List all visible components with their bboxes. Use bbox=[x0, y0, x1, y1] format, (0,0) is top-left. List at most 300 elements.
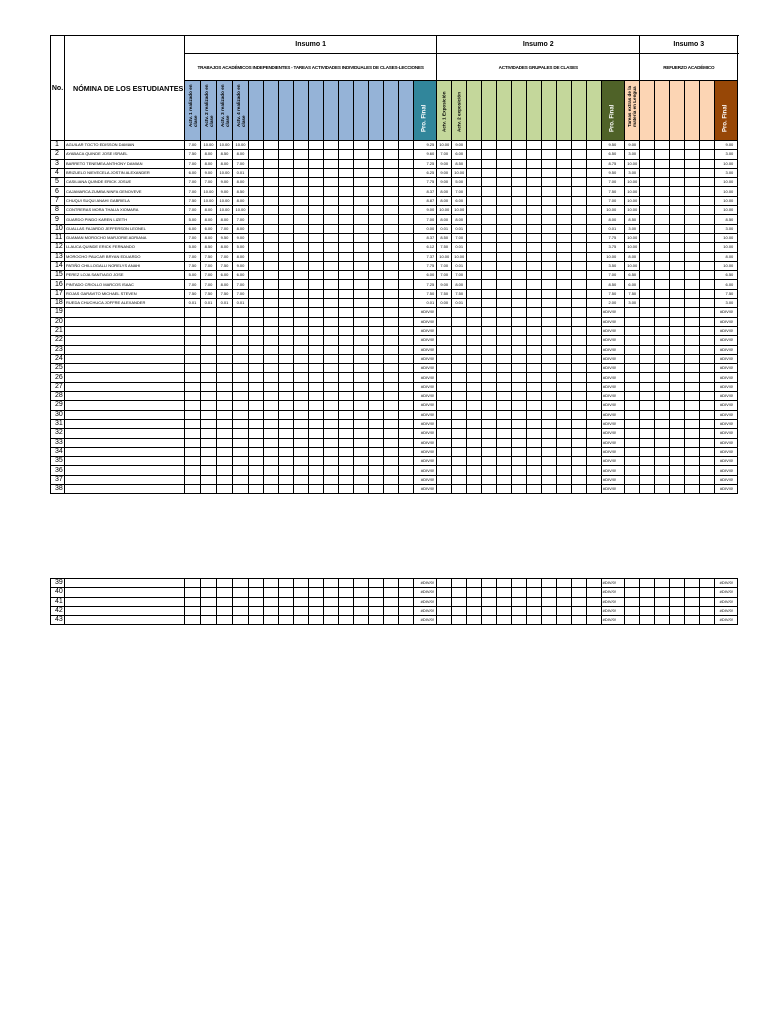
empty-cell bbox=[557, 429, 572, 438]
empty-cell bbox=[217, 354, 233, 363]
empty-cell bbox=[384, 466, 399, 475]
empty-cell bbox=[640, 382, 655, 391]
empty-cell bbox=[685, 382, 700, 391]
empty-cell bbox=[482, 345, 497, 354]
empty-cell bbox=[467, 616, 482, 625]
empty-cell bbox=[512, 243, 527, 252]
empty-cell bbox=[655, 588, 670, 597]
prom-final-2: 8.75 bbox=[602, 159, 625, 168]
empty-cell bbox=[369, 233, 384, 242]
empty-cell bbox=[527, 243, 542, 252]
empty-cell bbox=[572, 168, 587, 177]
empty-cell bbox=[309, 354, 324, 363]
student-name bbox=[65, 606, 185, 615]
empty-cell bbox=[685, 336, 700, 345]
prom-final-3-header: Pro. Final bbox=[715, 81, 738, 141]
refuerzo-grade: 3.00 bbox=[625, 299, 640, 308]
empty-cell bbox=[249, 187, 264, 196]
empty-cell bbox=[587, 475, 602, 484]
empty-cell bbox=[185, 373, 201, 382]
empty-cell bbox=[467, 447, 482, 456]
empty-cell bbox=[294, 252, 309, 261]
empty-cell bbox=[685, 187, 700, 196]
empty-cell bbox=[294, 141, 309, 150]
empty-cell bbox=[339, 588, 354, 597]
empty-cell bbox=[452, 429, 467, 438]
act2-grade: 10.00 bbox=[201, 141, 217, 150]
empty-cell bbox=[482, 150, 497, 159]
empty-cell bbox=[384, 606, 399, 615]
empty-cell bbox=[339, 579, 354, 588]
empty-cell bbox=[324, 299, 339, 308]
row-number: 23 bbox=[51, 345, 65, 354]
row-number: 9 bbox=[51, 215, 65, 224]
row-number: 5 bbox=[51, 178, 65, 187]
empty-cell bbox=[467, 579, 482, 588]
empty-cell bbox=[294, 215, 309, 224]
empty-cell bbox=[294, 410, 309, 419]
empty-cell bbox=[264, 261, 279, 270]
prom-final-2: #DIV/0! bbox=[602, 438, 625, 447]
empty-cell bbox=[497, 243, 512, 252]
empty-cell bbox=[587, 150, 602, 159]
prom-final-3: #DIV/0! bbox=[715, 447, 738, 456]
empty-cell bbox=[279, 588, 294, 597]
empty-cell bbox=[512, 457, 527, 466]
table-row bbox=[51, 299, 738, 308]
empty-cell bbox=[467, 187, 482, 196]
empty-cell bbox=[670, 243, 685, 252]
empty-cell bbox=[437, 308, 452, 317]
empty-cell bbox=[572, 373, 587, 382]
empty-cell bbox=[700, 233, 715, 242]
empty-cell bbox=[512, 289, 527, 298]
empty-cell bbox=[354, 373, 369, 382]
empty-cell bbox=[557, 579, 572, 588]
empty-cell bbox=[467, 159, 482, 168]
empty-cell bbox=[467, 466, 482, 475]
row-number: 18 bbox=[51, 299, 65, 308]
empty-cell bbox=[324, 475, 339, 484]
empty-cell bbox=[482, 317, 497, 326]
empty-cell bbox=[339, 345, 354, 354]
table-row bbox=[51, 150, 738, 159]
empty-cell bbox=[369, 168, 384, 177]
empty-cell bbox=[655, 579, 670, 588]
empty-cell bbox=[354, 401, 369, 410]
empty-cell bbox=[369, 466, 384, 475]
empty-cell bbox=[217, 326, 233, 335]
table-row bbox=[51, 597, 738, 606]
empty-cell bbox=[354, 271, 369, 280]
empty-cell bbox=[527, 354, 542, 363]
refuerzo-grade: 3.00 bbox=[625, 150, 640, 159]
student-name: MOROCHO PAUCAR BRYAN EDUARDO bbox=[65, 252, 185, 261]
empty-cell bbox=[324, 261, 339, 270]
empty-cell bbox=[670, 326, 685, 335]
empty-cell bbox=[482, 588, 497, 597]
prom-final-1: 9.60 bbox=[414, 150, 437, 159]
empty-cell bbox=[384, 419, 399, 428]
empty-cell bbox=[384, 364, 399, 373]
empty-cell bbox=[512, 317, 527, 326]
empty-cell bbox=[324, 168, 339, 177]
act2-grade: 10.00 bbox=[201, 196, 217, 205]
empty-cell bbox=[685, 308, 700, 317]
empty-cell bbox=[437, 410, 452, 419]
empty-cell bbox=[467, 429, 482, 438]
empty-cell bbox=[467, 364, 482, 373]
refuerzo-grade: 10.00 bbox=[625, 233, 640, 242]
act2-grade: 8.00 bbox=[201, 150, 217, 159]
empty-cell bbox=[587, 252, 602, 261]
table-row bbox=[51, 196, 738, 205]
empty-cell bbox=[309, 261, 324, 270]
empty-cell bbox=[625, 588, 640, 597]
empty-cell bbox=[399, 326, 414, 335]
prom-final-3: #DIV/0! bbox=[715, 429, 738, 438]
empty-cell bbox=[185, 345, 201, 354]
empty-cell bbox=[572, 150, 587, 159]
empty-cell bbox=[264, 392, 279, 401]
empty-cell bbox=[542, 419, 557, 428]
prom-final-2: #DIV/0! bbox=[602, 616, 625, 625]
empty-cell bbox=[467, 233, 482, 242]
act4-grade: 6.00 bbox=[233, 271, 249, 280]
empty-cell bbox=[625, 345, 640, 354]
empty-cell bbox=[542, 196, 557, 205]
empty-cell bbox=[497, 206, 512, 215]
empty-cell bbox=[527, 271, 542, 280]
empty-cell bbox=[217, 336, 233, 345]
empty-cell bbox=[309, 326, 324, 335]
empty-cell bbox=[233, 466, 249, 475]
exp1-grade: 7.00 bbox=[437, 271, 452, 280]
empty-cell bbox=[354, 326, 369, 335]
empty-cell bbox=[670, 261, 685, 270]
empty-cell bbox=[512, 466, 527, 475]
empty-cell bbox=[233, 438, 249, 447]
empty-cell bbox=[670, 168, 685, 177]
empty-cell bbox=[557, 364, 572, 373]
table-row bbox=[51, 364, 738, 373]
empty-cell bbox=[625, 392, 640, 401]
grades-table-continued bbox=[50, 578, 738, 625]
refuerzo-grade: 10.00 bbox=[625, 178, 640, 187]
empty-cell bbox=[354, 141, 369, 150]
empty-cell bbox=[572, 206, 587, 215]
exp2-grade: 8.00 bbox=[452, 280, 467, 289]
act2-grade: 7.50 bbox=[201, 289, 217, 298]
empty-cell bbox=[384, 392, 399, 401]
exp1-grade: 0.00 bbox=[437, 299, 452, 308]
empty-cell bbox=[655, 178, 670, 187]
empty-cell bbox=[527, 429, 542, 438]
empty-cell bbox=[264, 215, 279, 224]
empty-cell bbox=[384, 206, 399, 215]
act3-grade: 6.00 bbox=[217, 271, 233, 280]
empty-cell bbox=[655, 597, 670, 606]
prom-final-3: 10.00 bbox=[715, 178, 738, 187]
prom-final-2: 9.50 bbox=[602, 168, 625, 177]
empty-cell bbox=[572, 410, 587, 419]
exp2-grade: 10.00 bbox=[452, 206, 467, 215]
prom-final-2: 7.00 bbox=[602, 271, 625, 280]
empty-cell bbox=[640, 419, 655, 428]
empty-cell bbox=[685, 168, 700, 177]
empty-cell bbox=[497, 261, 512, 270]
empty-cell bbox=[482, 206, 497, 215]
act3-grade: 8.00 bbox=[217, 280, 233, 289]
empty-cell bbox=[685, 419, 700, 428]
prom-final-1: 7.25 bbox=[414, 159, 437, 168]
empty-cell bbox=[294, 419, 309, 428]
empty-cell bbox=[640, 206, 655, 215]
empty-cell bbox=[542, 466, 557, 475]
prom-final-2: 3.50 bbox=[602, 261, 625, 270]
empty-cell bbox=[512, 141, 527, 150]
grades-table bbox=[50, 35, 738, 494]
act1-grade: 5.00 bbox=[185, 271, 201, 280]
empty-cell bbox=[185, 429, 201, 438]
empty-cell bbox=[467, 438, 482, 447]
empty-cell bbox=[587, 261, 602, 270]
row-number: 32 bbox=[51, 429, 65, 438]
empty-cell bbox=[482, 308, 497, 317]
empty-cell bbox=[527, 438, 542, 447]
empty-cell bbox=[324, 345, 339, 354]
empty-cell bbox=[512, 606, 527, 615]
row-number: 17 bbox=[51, 289, 65, 298]
empty-cell bbox=[497, 588, 512, 597]
empty-cell bbox=[437, 606, 452, 615]
empty-cell bbox=[264, 597, 279, 606]
table-row bbox=[51, 447, 738, 456]
empty-cell bbox=[369, 141, 384, 150]
empty-cell bbox=[201, 419, 217, 428]
empty-cell bbox=[542, 364, 557, 373]
empty-cell bbox=[542, 597, 557, 606]
empty-cell bbox=[217, 373, 233, 382]
exp1-grade: 7.00 bbox=[437, 261, 452, 270]
empty-cell bbox=[587, 224, 602, 233]
prom-final-2: 7.00 bbox=[602, 178, 625, 187]
empty-cell bbox=[279, 392, 294, 401]
empty-cell bbox=[700, 308, 715, 317]
prom-final-1: 7.37 bbox=[414, 252, 437, 261]
act4-grade: 0.01 bbox=[233, 168, 249, 177]
act1-grade: 7.00 bbox=[185, 233, 201, 242]
empty-cell bbox=[339, 187, 354, 196]
empty-cell bbox=[452, 466, 467, 475]
empty-cell bbox=[309, 159, 324, 168]
empty-cell bbox=[294, 159, 309, 168]
empty-cell bbox=[339, 141, 354, 150]
empty-cell bbox=[527, 475, 542, 484]
empty-cell bbox=[587, 317, 602, 326]
empty-cell bbox=[384, 616, 399, 625]
refuerzo-grade: 10.00 bbox=[625, 187, 640, 196]
empty-cell bbox=[249, 616, 264, 625]
student-name: GUALLAS FAJARDO JEFFERSON LEONEL bbox=[65, 224, 185, 233]
student-name bbox=[65, 579, 185, 588]
exp1-grade: 9.00 bbox=[437, 168, 452, 177]
empty-cell bbox=[527, 466, 542, 475]
prom-final-3: 3.00 bbox=[715, 150, 738, 159]
empty-cell bbox=[294, 271, 309, 280]
empty-cell bbox=[572, 178, 587, 187]
empty-cell bbox=[587, 401, 602, 410]
empty-cell bbox=[625, 373, 640, 382]
empty-cell bbox=[655, 206, 670, 215]
empty-cell bbox=[249, 597, 264, 606]
empty-cell bbox=[294, 484, 309, 493]
table-row bbox=[51, 392, 738, 401]
empty-cell bbox=[527, 401, 542, 410]
empty-cell bbox=[512, 588, 527, 597]
student-name bbox=[65, 308, 185, 317]
empty-cell bbox=[572, 382, 587, 391]
empty-cell bbox=[309, 243, 324, 252]
prom-final-2: #DIV/0! bbox=[602, 317, 625, 326]
exp1-grade: 10.00 bbox=[437, 252, 452, 261]
empty-cell bbox=[264, 354, 279, 363]
empty-cell bbox=[557, 299, 572, 308]
empty-cell bbox=[264, 345, 279, 354]
empty-cell bbox=[399, 224, 414, 233]
empty-cell bbox=[685, 475, 700, 484]
exp1-grade: 10.00 bbox=[437, 141, 452, 150]
empty-cell bbox=[587, 447, 602, 456]
empty-cell bbox=[512, 392, 527, 401]
insumo2-header: Insumo 2 bbox=[437, 36, 640, 54]
empty-cell bbox=[572, 336, 587, 345]
empty-cell bbox=[279, 187, 294, 196]
empty-cell bbox=[587, 206, 602, 215]
act3-grade: 7.00 bbox=[217, 224, 233, 233]
empty-cell bbox=[700, 475, 715, 484]
row-number: 31 bbox=[51, 419, 65, 428]
empty-cell bbox=[512, 326, 527, 335]
empty-cell bbox=[279, 280, 294, 289]
student-name: CAJAMARCA ZUMBA NINFA GENOVEVE bbox=[65, 187, 185, 196]
empty-cell bbox=[640, 354, 655, 363]
table-row bbox=[51, 141, 738, 150]
empty-cell bbox=[279, 196, 294, 205]
empty-cell bbox=[482, 616, 497, 625]
table-row bbox=[51, 373, 738, 382]
empty-cell bbox=[264, 317, 279, 326]
prom-final-1: 8.87 bbox=[414, 196, 437, 205]
empty-cell bbox=[309, 233, 324, 242]
empty-cell bbox=[249, 141, 264, 150]
prom-final-2: #DIV/0! bbox=[602, 336, 625, 345]
exp2-header: Actv. 2 exposición bbox=[452, 81, 467, 141]
empty-cell bbox=[655, 141, 670, 150]
empty-cell bbox=[527, 280, 542, 289]
row-number: 37 bbox=[51, 475, 65, 484]
empty-cell bbox=[369, 317, 384, 326]
empty-cell bbox=[685, 392, 700, 401]
prom-final-3: 6.50 bbox=[715, 271, 738, 280]
empty-cell bbox=[264, 579, 279, 588]
prom-final-2: 6.50 bbox=[602, 150, 625, 159]
empty-cell bbox=[640, 373, 655, 382]
empty-cell bbox=[467, 597, 482, 606]
empty-cell bbox=[625, 401, 640, 410]
act2-grade: 7.50 bbox=[201, 252, 217, 261]
empty-cell bbox=[384, 150, 399, 159]
empty-cell bbox=[700, 326, 715, 335]
empty-cell bbox=[587, 187, 602, 196]
empty-cell bbox=[233, 429, 249, 438]
row-number: 11 bbox=[51, 233, 65, 242]
empty-cell bbox=[369, 382, 384, 391]
empty-cell bbox=[437, 364, 452, 373]
empty-cell bbox=[384, 271, 399, 280]
empty-cell bbox=[217, 484, 233, 493]
empty-cell bbox=[369, 150, 384, 159]
empty-cell bbox=[369, 354, 384, 363]
empty-cell bbox=[324, 392, 339, 401]
empty-cell bbox=[384, 354, 399, 363]
empty-cell bbox=[354, 475, 369, 484]
empty-cell bbox=[542, 392, 557, 401]
act3-grade: 8.50 bbox=[217, 150, 233, 159]
empty-cell bbox=[309, 317, 324, 326]
empty-cell bbox=[339, 438, 354, 447]
student-name: AYABACA QUINDE JOSE ISRAEL bbox=[65, 150, 185, 159]
empty-cell bbox=[294, 168, 309, 177]
empty-cell bbox=[640, 364, 655, 373]
empty-cell bbox=[309, 364, 324, 373]
empty-cell bbox=[482, 392, 497, 401]
act2-grade: 8.00 bbox=[201, 206, 217, 215]
act3-grade: 10.00 bbox=[217, 141, 233, 150]
empty-cell bbox=[625, 382, 640, 391]
prom-final-3: 3.00 bbox=[715, 168, 738, 177]
empty-cell bbox=[369, 326, 384, 335]
empty-cell bbox=[625, 364, 640, 373]
empty-cell bbox=[497, 606, 512, 615]
empty-cell bbox=[572, 606, 587, 615]
empty-cell bbox=[249, 392, 264, 401]
act1-grade: 7.00 bbox=[185, 187, 201, 196]
empty-cell bbox=[354, 419, 369, 428]
exp2-grade: 6.00 bbox=[452, 196, 467, 205]
empty-cell bbox=[572, 280, 587, 289]
empty-cell bbox=[587, 141, 602, 150]
empty-cell bbox=[233, 308, 249, 317]
empty-cell bbox=[249, 579, 264, 588]
empty-cell bbox=[685, 616, 700, 625]
empty-cell bbox=[542, 243, 557, 252]
prom-final-1: #DIV/0! bbox=[414, 606, 437, 615]
empty-cell bbox=[309, 141, 324, 150]
empty-cell bbox=[354, 159, 369, 168]
empty-cell bbox=[201, 447, 217, 456]
empty-cell bbox=[655, 410, 670, 419]
empty-cell bbox=[437, 336, 452, 345]
row-number: 19 bbox=[51, 308, 65, 317]
empty-cell bbox=[264, 336, 279, 345]
empty-cell bbox=[467, 261, 482, 270]
empty-cell bbox=[542, 354, 557, 363]
empty-cell bbox=[467, 271, 482, 280]
prom-final-2: #DIV/0! bbox=[602, 606, 625, 615]
empty-cell bbox=[527, 187, 542, 196]
empty-cell bbox=[685, 364, 700, 373]
